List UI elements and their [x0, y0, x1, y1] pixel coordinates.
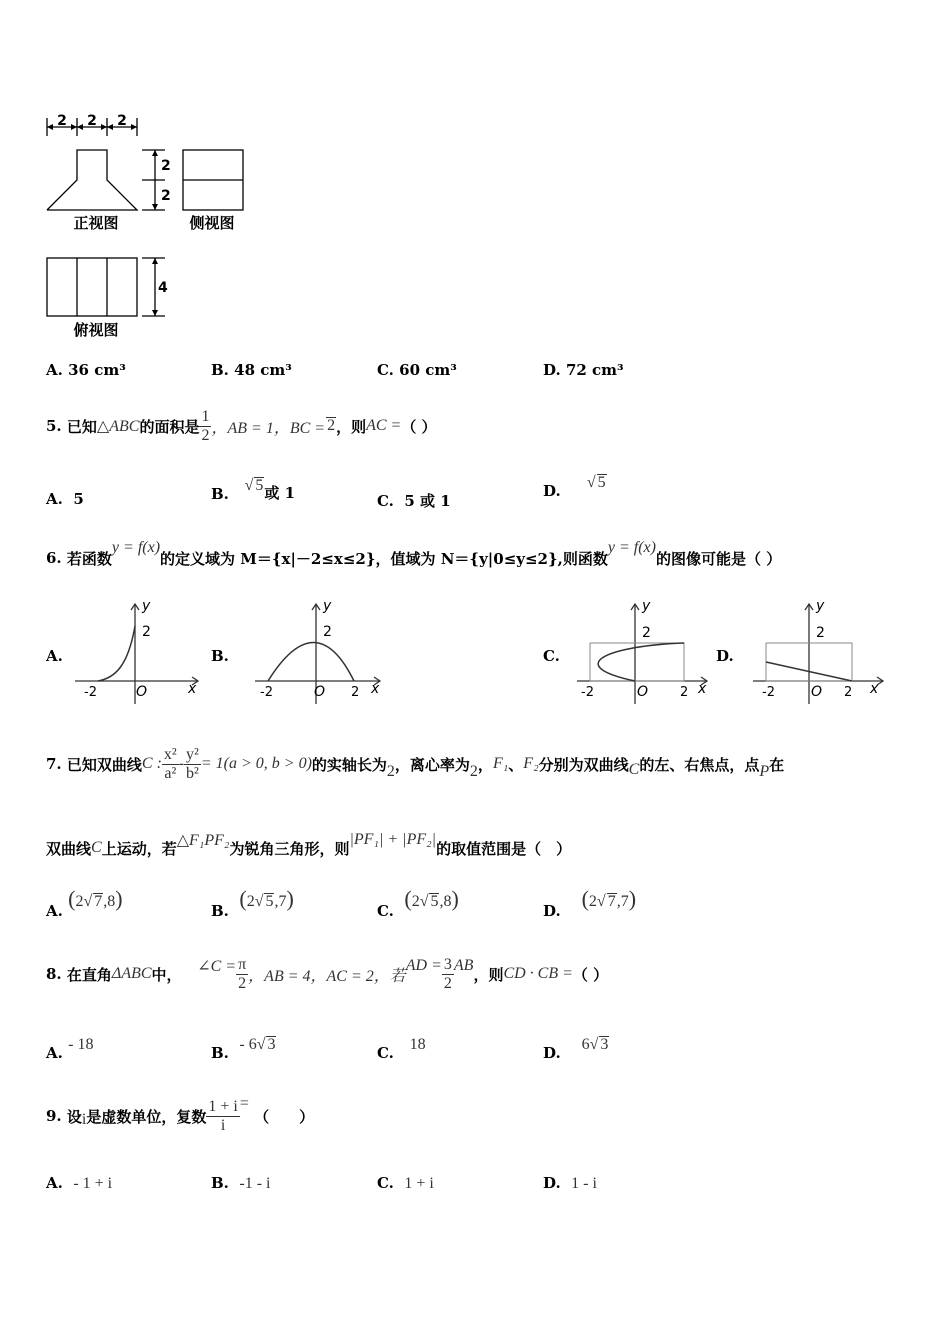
dim-side-2: 2	[161, 188, 171, 204]
q8-option-b[interactable]: B. - 6√ 3	[211, 1036, 276, 1062]
q4-option-c[interactable]: C. 60 cm³	[377, 361, 457, 379]
q6-option-d-label[interactable]: D.	[716, 647, 734, 665]
dim-top-1: 2	[57, 113, 67, 129]
front-view-caption: 正视图	[73, 214, 119, 232]
svg-text:O: O	[314, 684, 326, 700]
svg-text:x: x	[870, 681, 879, 697]
svg-text:y: y	[642, 598, 651, 614]
q6-graph-a[interactable]	[70, 596, 210, 706]
dim-bottom: 4	[158, 280, 168, 296]
q9-option-a[interactable]: A. - 1 + i	[46, 1174, 113, 1192]
q7-option-b[interactable]: B. (2√ 5,7)	[211, 886, 294, 920]
svg-text:x: x	[371, 681, 380, 697]
side-view-caption: 侧视图	[189, 214, 235, 232]
q6-option-c-label[interactable]: C.	[543, 647, 560, 665]
q5-option-a[interactable]: A. 5	[46, 490, 84, 508]
q6-graph-c[interactable]	[574, 596, 714, 706]
svg-text:2: 2	[142, 624, 151, 640]
q5-option-c[interactable]: C. 5 或 1	[377, 492, 451, 510]
q8-option-d[interactable]: D. 6√ 3	[543, 1036, 609, 1062]
q7-option-d[interactable]: D. (2√ 7,7)	[543, 886, 637, 920]
q6-graph-d[interactable]	[750, 596, 890, 706]
q5-stem: 5. 已知 △ABC 的面积是 $\frac{1}{2}$ ，AB = 1，BC = 2 ，则 AC = （ ）	[46, 407, 437, 444]
q7-frac-y: $\frac{\text{y²}}{\text{b²}}$	[186, 745, 199, 782]
q5-fraction: $\frac{1}{2}$	[201, 407, 210, 444]
svg-text:-2: -2	[581, 685, 594, 700]
svg-text:2: 2	[323, 624, 332, 640]
svg-text:O: O	[136, 684, 148, 700]
q9-option-d[interactable]: D. 1 - i	[543, 1174, 597, 1192]
dim-side-1: 2	[161, 158, 171, 174]
q8-option-a[interactable]: A. - 18	[46, 1036, 94, 1062]
q9-option-c[interactable]: C. 1 + i	[377, 1174, 434, 1192]
svg-text:-2: -2	[260, 685, 273, 700]
q7-frac-x: $\frac{\text{x²}}{\text{a²}}$	[163, 745, 177, 782]
svg-text:2: 2	[351, 685, 360, 700]
q9-option-b[interactable]: B. -1 - i	[211, 1174, 271, 1192]
q7-stem-line2: 双曲线 C 上运动，若 △F₁PF₂ 为锐角三角形，则 |PF₁| + |PF₂| 的取值范围是（ ）	[46, 831, 572, 858]
svg-text:O: O	[637, 684, 649, 700]
q6-option-a-label[interactable]: A.	[46, 647, 63, 665]
q5-option-b[interactable]: B. √ 5 或 1	[211, 477, 296, 503]
svg-text:y: y	[323, 598, 332, 614]
svg-text:2: 2	[680, 685, 689, 700]
q4-option-a[interactable]: A. 36 cm³	[46, 361, 126, 379]
q7-option-a[interactable]: A. (2√ 7,8)	[46, 886, 123, 920]
q9-stem: 9. 设 i 是虚数单位，复数 $\frac{1 + i}{i}$ = （ ）	[46, 1095, 315, 1134]
q8-frac-pi: $\frac{\pi}{2}$	[238, 955, 247, 992]
q8-option-c[interactable]: C. 18	[377, 1036, 426, 1062]
q4-option-d[interactable]: D. 72 cm³	[543, 361, 624, 379]
svg-text:2: 2	[816, 625, 825, 641]
svg-text:y: y	[142, 598, 151, 614]
top-view-caption: 俯视图	[73, 321, 119, 339]
q6-option-b-label[interactable]: B.	[211, 647, 229, 665]
dim-top-3: 2	[117, 113, 127, 129]
q8-frac-3-2: $\frac{3}{2}$	[443, 955, 452, 992]
svg-text:x: x	[188, 681, 197, 697]
svg-text:2: 2	[844, 685, 853, 700]
svg-text:y: y	[816, 598, 825, 614]
svg-text:O: O	[811, 684, 823, 700]
q5-option-d[interactable]: D. √ 5	[543, 474, 606, 500]
svg-text:-2: -2	[762, 685, 775, 700]
svg-text:x: x	[698, 681, 707, 697]
three-view-figure	[40, 110, 270, 350]
q7-stem-line1: 7. 已知双曲线 C : $\frac{\text{x²}}{\text{a²}}$ - $\frac{\text{y²}}{\text{b²}}$ = 1(a > 0, b > 0) 的实轴长为 2 ，离心率为 2 ， F₁ 、 F₂ 分别为双曲线 C 的左、右焦点，点 P 在	[46, 745, 785, 782]
q6-stem: 6. 若函数 y = f(x) 的定义域为 M＝{x|－2≤x≤2}，值域为 N＝{y|0≤y≤2},则函数 y = f(x) 的图像可能是（ ）	[46, 539, 782, 568]
q9-fraction: $\frac{1 + i}{i}$	[208, 1097, 238, 1134]
q4-option-b[interactable]: B. 48 cm³	[211, 361, 292, 379]
q7-option-c[interactable]: C. (2√ 5,8)	[377, 886, 459, 920]
svg-text:2: 2	[642, 625, 651, 641]
svg-text:-2: -2	[84, 685, 97, 700]
q8-stem: 8. 在直角 ΔABC 中， ∠C = $\frac{\pi}{2}$ ，AB = 4，AC = 2，若 AD = $\frac{3}{2}$ AB ，则 CD · CB = （ ）	[46, 955, 609, 992]
q6-graph-b[interactable]	[250, 596, 390, 706]
dim-top-2: 2	[87, 113, 97, 129]
